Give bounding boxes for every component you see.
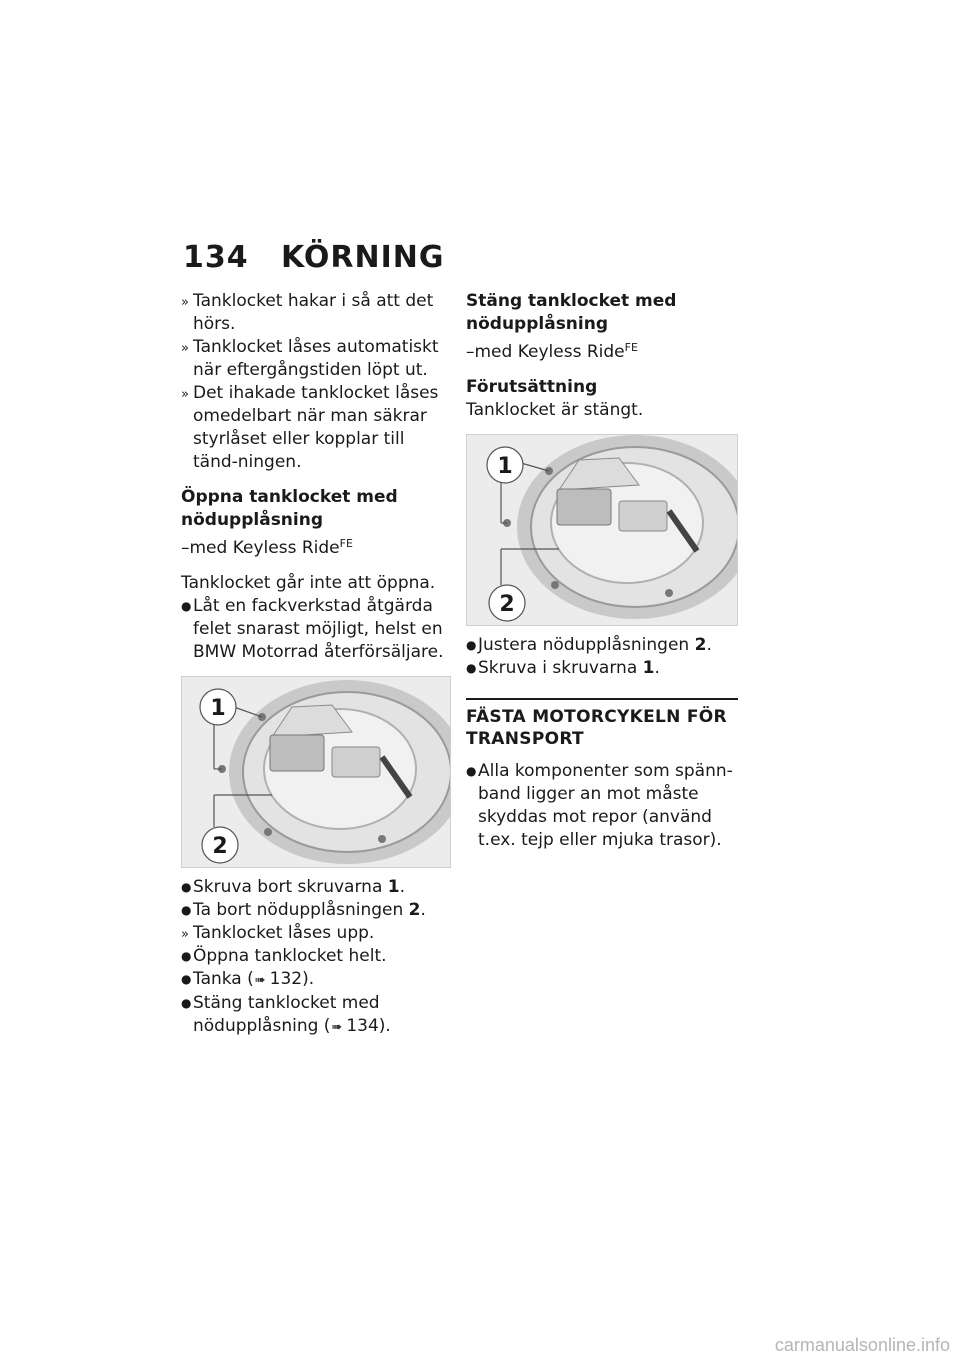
step-item: ● Skruva i skruvarna 1. [466, 658, 660, 678]
step-item: ● Justera nödupplåsningen 2. [466, 635, 712, 655]
bullet-icon: ● [181, 880, 192, 894]
fuel-cap-figure [181, 676, 451, 868]
left-column [181, 290, 451, 1039]
step-item: ● Öppna tanklocket helt. [181, 946, 387, 966]
bullet-icon: ● [181, 949, 192, 963]
page-reference-icon[interactable]: ➠ [331, 1020, 343, 1035]
fuel-cap-illustration [467, 435, 737, 625]
chapter-title: KÖRNING [281, 240, 445, 275]
step-item: ● Skruva bort skruvarna 1. [181, 877, 406, 897]
watermark: carmanualsonline.info [774, 1335, 950, 1355]
result-item: » Tanklocket låses upp. [181, 922, 451, 945]
bullet-icon: ● [466, 764, 477, 778]
result-arrow-icon: » [181, 341, 189, 356]
page-number: 134 [183, 240, 249, 275]
bullet-icon: ● [181, 972, 192, 986]
result-item: » Tanklocket hakar i så att det hörs. [181, 291, 434, 334]
step-item: ● Tanka (➠ 132). [181, 968, 451, 992]
list-item: ● Låt en fackverkstad åtgärda felet snarast möjligt, helst en BMW Motorrad återförsäljare. [181, 596, 444, 662]
result-arrow-icon: » [181, 387, 189, 402]
figure-label-1: 1 [210, 696, 226, 721]
fuel-cap-figure [466, 434, 738, 626]
bullet-icon: ● [181, 996, 192, 1010]
result-arrow-icon: » [181, 927, 189, 942]
result-item: » Tanklocket låses automatiskt när eftergångstiden löpt ut. [181, 337, 439, 380]
close-subtitle: –med Keyless Ride$^{FE}$ [466, 341, 638, 362]
open-subtitle: –med Keyless Ride$^{FE}$ [181, 537, 353, 558]
figure-label-1: 1 [497, 454, 513, 479]
page-header [183, 240, 445, 275]
open-heading: Öppna tanklocket med nödupplåsning [181, 487, 398, 530]
bullet-icon: ● [181, 903, 192, 917]
figure-label-2: 2 [212, 834, 228, 859]
list-item: ● Alla komponenter som spänn-band ligger an mot måste skyddas mot repor (använd t.ex. tejp eller mjuka trasor). [466, 761, 733, 850]
prereq-text: Tanklocket är stängt. [466, 400, 644, 420]
result-item: » Det ihakade tanklocket låses omedelbart när man säkrar styrlåset eller kopplar till tänd-ningen. [181, 383, 439, 472]
step-item: ● Stäng tanklocket med nödupplåsning (➠ 134). [181, 992, 451, 1039]
bullet-icon: ● [466, 638, 477, 652]
open-intro: Tanklocket går inte att öppna. [181, 573, 436, 593]
prereq-heading: Förutsättning [466, 377, 598, 397]
close-heading: Stäng tanklocket med nödupplåsning [466, 291, 677, 334]
bullet-icon: ● [466, 661, 477, 675]
bullet-icon: ● [181, 599, 192, 613]
section-title: FÄSTA MOTORCYKELN FÖR TRANSPORT [466, 698, 738, 750]
step-item: ● Ta bort nödupplåsningen 2. [181, 900, 426, 920]
figure-label-2: 2 [499, 592, 515, 617]
page-reference-icon[interactable]: ➠ [254, 973, 266, 988]
result-arrow-icon: » [181, 295, 189, 310]
right-column [466, 290, 738, 852]
fuel-cap-illustration [182, 677, 450, 867]
